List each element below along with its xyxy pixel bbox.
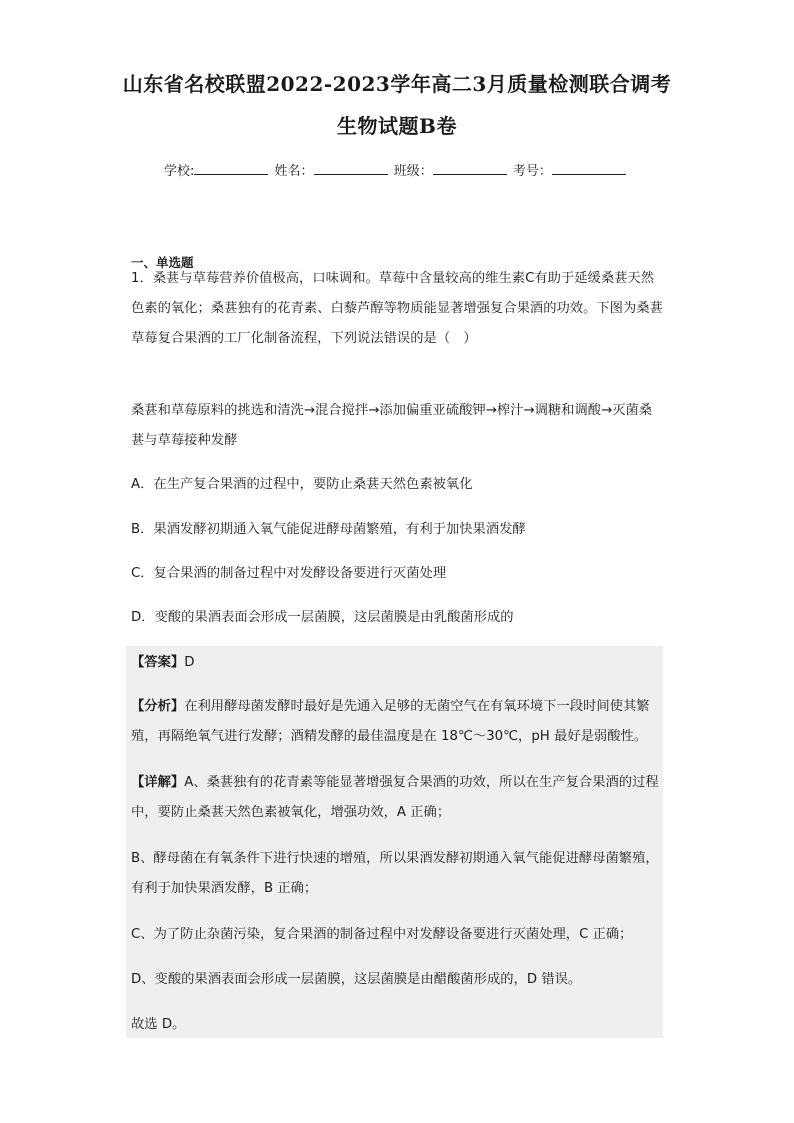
name-blank xyxy=(314,162,388,175)
section-heading: 一、单选题 xyxy=(131,255,194,270)
analysis-text: 在利用酵母菌发酵时最好是先通入足够的无菌空气在有氧环境下一段时间使其繁殖，再隔绝氧气进行发酵；酒精发酵的最佳温度是在 18℃～30℃，pH 最好是弱酸性。 xyxy=(131,699,650,744)
process-flow: 桑葚和草莓原料的挑选和清洗→混合搅拌→添加偏重亚硫酸钾→榨汁→调糖和调酸→灭菌桑葚与草莓接种发酵 xyxy=(131,403,653,448)
analysis-paragraph xyxy=(131,692,663,752)
school-label: 学校: xyxy=(164,164,195,179)
answer-value: D xyxy=(184,655,195,670)
option-b: B．果酒发酵初期通入氧气能促进酵母菌繁殖，有利于加快果酒发酵 xyxy=(131,522,526,537)
exam-title: 山东省名校联盟2022-2023学年高二3月质量检测联合调考 xyxy=(122,72,672,96)
detail-label: 【详解】 xyxy=(131,775,185,790)
option-d: D．变酸的果酒表面会形成一层菌膜，这层菌膜是由乳酸菌形成的 xyxy=(131,610,514,625)
class-label: 班级： xyxy=(393,164,433,179)
student-info-row xyxy=(164,160,628,179)
detail-a-text: A、桑葚独有的花青素等能显著增强复合果酒的功效，所以在生产复合果酒的过程中，要防止桑葚天然色素被氧化，增强功效，A 正确； xyxy=(131,775,659,820)
exam-number-blank xyxy=(552,162,626,175)
school-blank xyxy=(194,162,268,175)
exam-subtitle: 生物试题B卷 xyxy=(337,114,457,138)
answer-line xyxy=(131,648,663,678)
option-c: C．复合果酒的制备过程中对发酵设备要进行灭菌处理 xyxy=(131,566,447,581)
exam-number-label: 考号： xyxy=(512,164,552,179)
detail-paragraph-c: C、为了防止杂菌污染，复合果酒的制备过程中对发酵设备要进行灭菌处理，C 正确； xyxy=(131,927,633,942)
option-a: A．在生产复合果酒的过程中，要防止桑葚天然色素被氧化 xyxy=(131,477,473,492)
detail-paragraph-d: D、变酸的果酒表面会形成一层菌膜，这层菌膜是由醋酸菌形成的，D 错误。 xyxy=(131,972,582,987)
detail-paragraph-b: B、酵母菌在有氧条件下进行快速的增殖，所以果酒发酵初期通入氧气能促进酵母菌繁殖，有利于加快果酒发酵，B 正确； xyxy=(131,851,659,896)
detail-paragraph-a xyxy=(131,768,663,828)
question-stem: 1．桑葚与草莓营养价值极高，口味调和。草莓中含量较高的维生素C有助于延缓桑葚天然色素的氧化；桑葚独有的花青素、白藜芦醇等物质能显著增强复合果酒的功效。下图为桑葚草莓复合果酒的工厂化制备流程，下列说法错误的是（ ） xyxy=(131,271,663,346)
class-blank xyxy=(433,162,507,175)
name-label: 姓名： xyxy=(274,164,314,179)
answer-label: 【答案】 xyxy=(131,655,185,670)
conclusion-line: 故选 D。 xyxy=(131,1017,186,1032)
analysis-label: 【分析】 xyxy=(131,699,185,714)
